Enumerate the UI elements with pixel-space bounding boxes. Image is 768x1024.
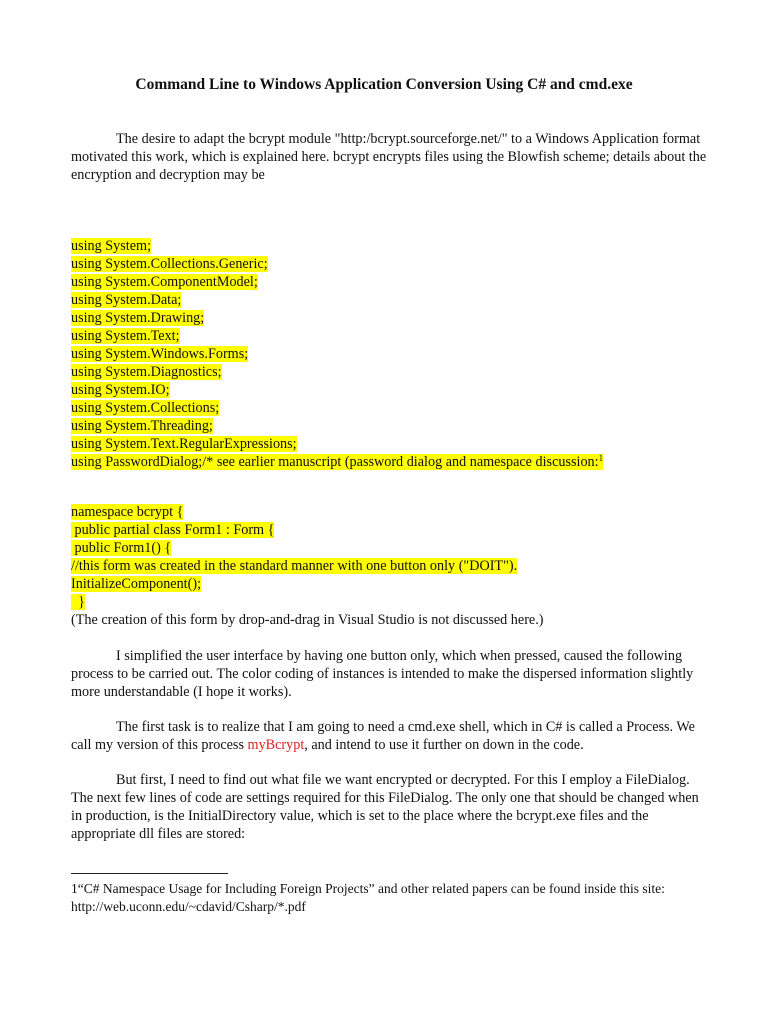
namespace-code-block — [71, 503, 711, 629]
footnote-separator — [71, 873, 228, 874]
first-task-paragraph — [71, 718, 711, 754]
using-line: using System.Windows.Forms; — [71, 346, 249, 362]
using-line: using System.IO; — [71, 382, 170, 398]
using-line: using System.Collections.Generic; — [71, 256, 268, 272]
using-line: using System.Collections; — [71, 400, 220, 416]
footnote-text: 1“C# Namespace Usage for Including Foreign Projects” and other related papers can be found inside this site: — [71, 881, 665, 896]
using-line: using System.ComponentModel; — [71, 274, 258, 290]
code-line: InitializeComponent(); — [71, 576, 202, 592]
using-line: using System.Threading; — [71, 418, 213, 434]
using-line: using System.Text; — [71, 328, 180, 344]
mybcrypt-instance: myBcrypt — [247, 737, 305, 753]
intro-paragraph — [71, 130, 711, 184]
code-comment-line: //this form was created in the standard manner with one button only ("DOIT"). — [71, 558, 518, 574]
intro-text: The desire to adapt the bcrypt module "http:/bcrypt.sourceforge.net/" to a Windows Application format motivated this work, which is explained here. bcrypt encrypts files using the Blowfish scheme; details about the encryption and decryption may be — [71, 131, 707, 183]
first-task-text: The first task is to realize that I am going to need a cmd.exe shell, which in C# is called a Process. We call my version of this process — [71, 719, 695, 753]
code-line: namespace bcrypt { — [71, 504, 184, 520]
using-directives-block — [71, 237, 711, 471]
footnote-url: http://web.uconn.edu/~cdavid/Csharp/*.pdf — [71, 899, 306, 914]
creation-note: (The creation of this form by drop-and-drag in Visual Studio is not discussed here.) — [71, 612, 544, 628]
footnote — [71, 880, 701, 916]
code-line: public partial class Form1 : Form { — [71, 522, 275, 538]
using-line: using System.Diagnostics; — [71, 364, 222, 380]
simplified-text: I simplified the user interface by having one button only, which when pressed, caused the following process to be carried out. The color coding of instances is intended to make the dispersed information slightly more understandable (I hope it works). — [71, 648, 694, 700]
using-line: using System; — [71, 238, 152, 254]
using-line: using System.Data; — [71, 292, 182, 308]
first-task-text-end: , and intend to use it further on down in the code. — [304, 737, 584, 753]
code-line: } — [71, 594, 85, 610]
document-title: Command Line to Windows Application Conversion Using C# and cmd.exe — [135, 76, 633, 93]
code-line: public Form1() { — [71, 540, 172, 556]
footnote-reference: 1 — [598, 453, 604, 463]
using-line-password-dialog — [71, 454, 603, 470]
using-line: using System.Text.RegularExpressions; — [71, 436, 297, 452]
filedialog-paragraph — [71, 771, 711, 843]
using-last-text: using PasswordDialog;/* see earlier manuscript (password dialog and namespace discussion: — [71, 454, 599, 470]
filedialog-text: But first, I need to find out what file we want encrypted or decrypted. For this I employ a FileDialog. The next few lines of code are settings required for this FileDialog. The only one that should be changed when in production, is the InitialDirectory value, which is set to the place where the bcrypt.exe files and the appropriate dll files are stored: — [71, 772, 699, 842]
simplified-paragraph — [71, 647, 711, 701]
using-line: using System.Drawing; — [71, 310, 205, 326]
